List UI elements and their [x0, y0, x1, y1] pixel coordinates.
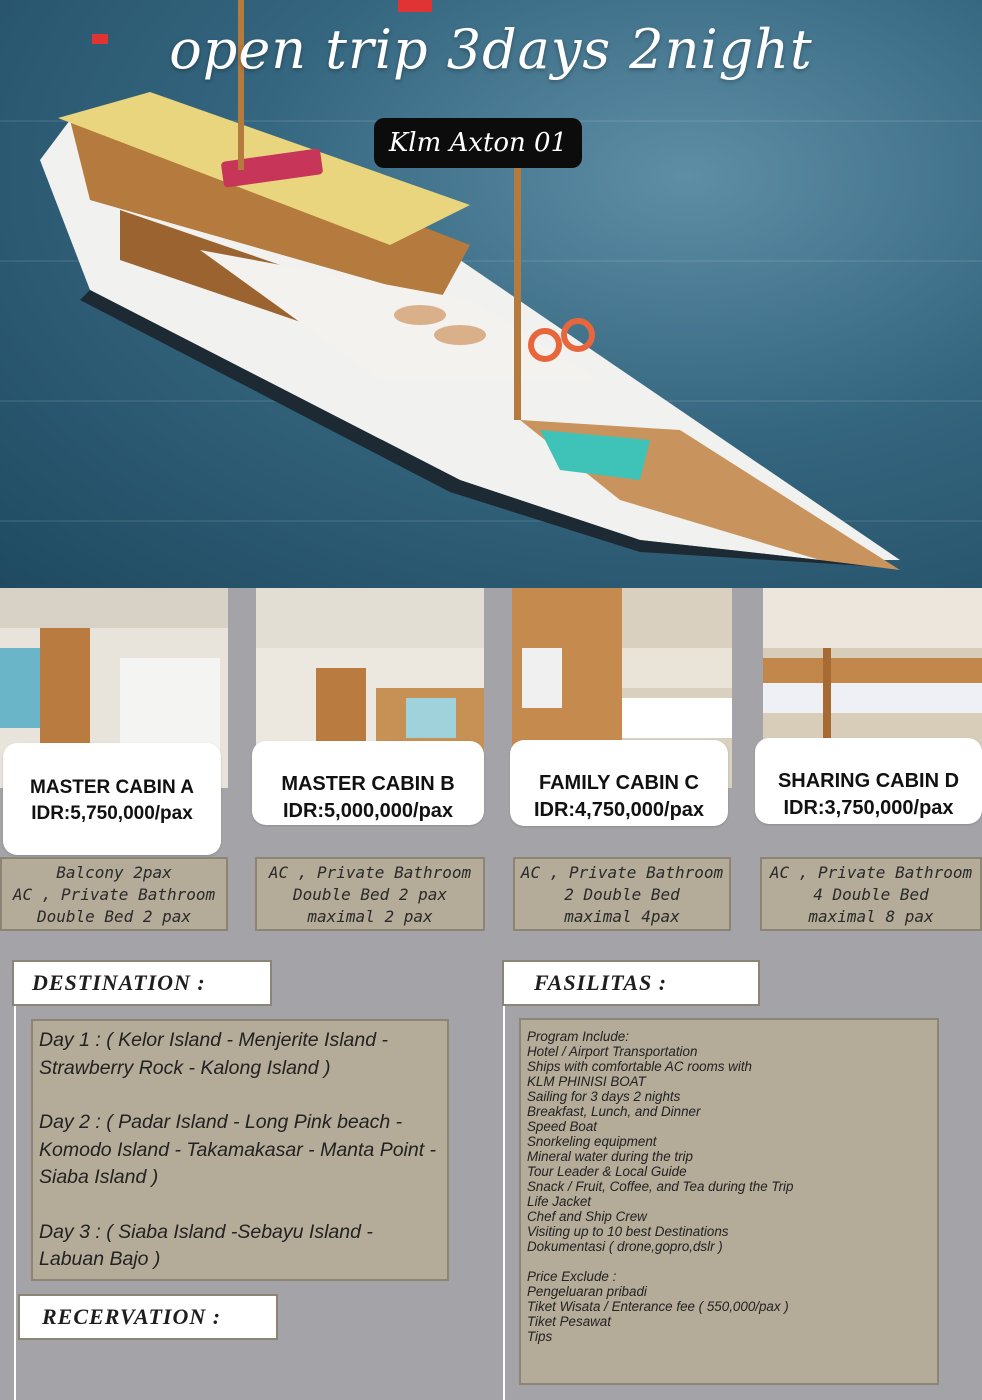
exclude-item: Tips	[527, 1329, 553, 1344]
exclude-item: Tiket Wisata / Enterance fee ( 550,000/pax )	[527, 1299, 789, 1314]
feature-line: 2 Double Bed	[564, 885, 680, 904]
cabin-name: SHARING CABIN D	[777, 770, 960, 792]
cabin-price: IDR:5,000,000/pax	[282, 800, 454, 822]
include-item: Dokumentasi ( drone,gopro,dslr )	[527, 1239, 723, 1254]
cabin-price: IDR:5,750,000/pax	[31, 803, 193, 824]
include-item: Breakfast, Lunch, and Dinner	[527, 1104, 701, 1119]
itinerary-day-1: Day 1 : ( Kelor Island - Menjerite Island - Strawberry Rock - Kalong Island )	[39, 1029, 388, 1079]
trip-title: open trip 3days 2night	[169, 18, 813, 81]
include-item: Snack / Fruit, Coffee, and Tea during the Trip	[527, 1179, 794, 1194]
feature-line: maximal 8 pax	[808, 907, 934, 926]
itinerary-day-2: Day 2 : ( Padar Island - Long Pink beach - Komodo Island - Takamakasar - Manta Point - Siaba Island )	[39, 1111, 437, 1188]
feature-line: maximal 4pax	[564, 907, 680, 926]
ship-name-badge: Klm Axton 01	[374, 118, 582, 168]
cabin-price: IDR:4,750,000/pax	[533, 799, 705, 821]
itinerary-day-3: Day 3 : ( Siaba Island -Sebayu Island - Labuan Bajo )	[39, 1220, 373, 1270]
cabin-card-a	[3, 743, 221, 855]
exclude-title: Price Exclude :	[527, 1269, 617, 1284]
cabin-name: FAMILY CABIN C	[538, 772, 700, 794]
include-item: Mineral water during the trip	[527, 1149, 693, 1164]
boat-illustration	[0, 0, 982, 588]
include-item: KLM PHINISI BOAT	[527, 1074, 646, 1089]
cabin-features-b	[255, 857, 485, 931]
feature-line: AC , Private Bathroom	[12, 885, 216, 904]
include-item: Chef and Ship Crew	[527, 1209, 647, 1224]
exclude-item: Pengeluaran pribadi	[527, 1284, 647, 1299]
destination-heading: DESTINATION :	[12, 960, 272, 1006]
cabin-features-c	[513, 857, 731, 931]
facilities-heading: FASILITAS :	[502, 960, 760, 1006]
include-item: Ships with comfortable AC rooms with	[527, 1059, 752, 1074]
cabin-card-d	[755, 738, 982, 824]
include-item: Speed Boat	[527, 1119, 597, 1134]
feature-line: Double Bed 2 pax	[292, 885, 448, 904]
feature-line: AC , Private Bathroom	[769, 863, 973, 882]
cabin-card-b	[252, 741, 484, 825]
feature-line: AC , Private Bathroom	[520, 863, 724, 882]
cabin-card-c	[510, 740, 728, 826]
divider-line	[503, 1000, 505, 1400]
include-item: Snorkeling equipment	[527, 1134, 657, 1149]
include-item: Tour Leader & Local Guide	[527, 1164, 687, 1179]
facilities-list	[519, 1018, 939, 1385]
cabin-features-a	[0, 857, 228, 931]
feature-line: 4 Double Bed	[813, 885, 929, 904]
cabin-name: MASTER CABIN B	[281, 773, 455, 795]
feature-line: AC , Private Bathroom	[268, 863, 472, 882]
divider-line	[14, 1000, 16, 1400]
feature-line: Balcony 2pax	[56, 863, 172, 882]
include-title: Program Include:	[527, 1029, 629, 1044]
include-item: Hotel / Airport Transportation	[527, 1044, 698, 1059]
cabin-price: IDR:3,750,000/pax	[783, 797, 954, 819]
feature-line: maximal 2 pax	[307, 907, 433, 926]
include-item: Life Jacket	[527, 1194, 592, 1209]
feature-line: Double Bed 2 pax	[36, 907, 192, 926]
exclude-item: Tiket Pesawat	[527, 1314, 611, 1329]
include-item: Visiting up to 10 best Destinations	[527, 1224, 729, 1239]
hero-photo	[0, 0, 982, 588]
destination-itinerary	[31, 1019, 449, 1281]
cabin-features-d	[760, 857, 982, 931]
reservation-heading: RECERVATION :	[18, 1294, 278, 1340]
cabin-name: MASTER CABIN A	[30, 777, 194, 798]
include-item: Sailing for 3 days 2 nights	[527, 1089, 681, 1104]
